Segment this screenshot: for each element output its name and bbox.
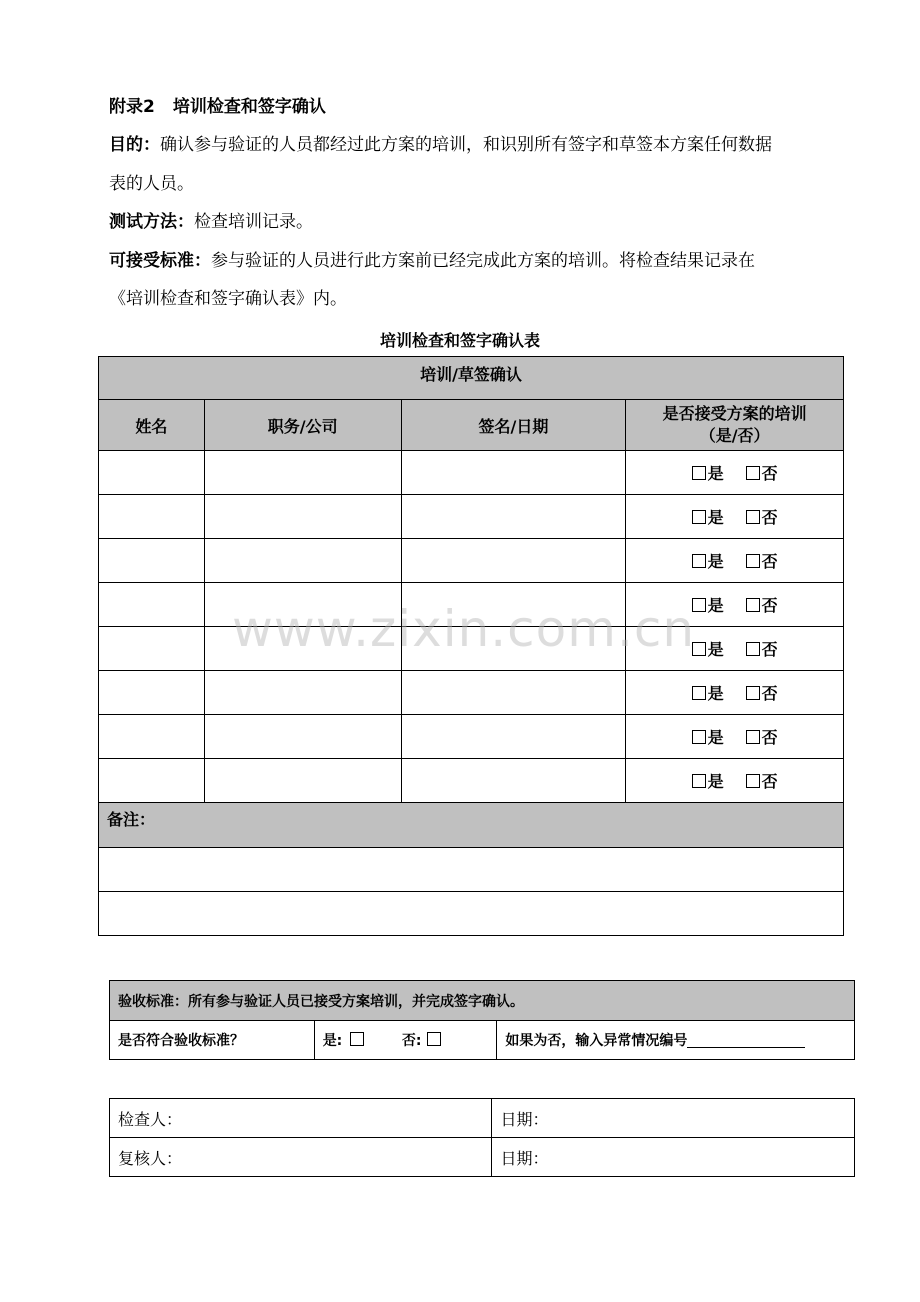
acceptance-no-label: 否: xyxy=(401,1033,422,1049)
purpose-line-1 xyxy=(109,135,772,155)
acceptance-no-checkbox[interactable] xyxy=(427,1032,441,1046)
col-trained-header xyxy=(626,400,844,451)
position-cell[interactable] xyxy=(204,759,401,803)
yes-label: 是 xyxy=(707,508,724,527)
yes-checkbox[interactable] xyxy=(692,510,706,524)
appendix-title: 培训检查和签字确认 xyxy=(172,97,326,117)
reviewer-date-field[interactable]: 日期： xyxy=(492,1138,855,1177)
purpose-label: 目的： xyxy=(109,135,160,155)
position-cell[interactable] xyxy=(204,715,401,759)
name-cell[interactable] xyxy=(99,627,205,671)
yes-checkbox[interactable] xyxy=(692,598,706,612)
test-method-text: 检查培训记录。 xyxy=(194,212,313,232)
acceptance-question: 是否符合验收标准？ xyxy=(110,1021,315,1060)
trained-choice-cell xyxy=(626,671,844,715)
watermark-text: www.zixin.com.cn xyxy=(232,600,696,658)
trained-choice-cell xyxy=(626,759,844,803)
signature-cell[interactable] xyxy=(401,715,626,759)
acceptance-yes-label: 是: xyxy=(322,1033,343,1049)
name-cell[interactable] xyxy=(99,715,205,759)
remark-line-2[interactable] xyxy=(99,892,844,936)
position-cell[interactable] xyxy=(204,671,401,715)
no-label: 否 xyxy=(761,640,778,659)
col-trained-header-line2: （是/否） xyxy=(699,426,770,445)
appendix-heading xyxy=(109,97,326,117)
acceptance-table xyxy=(109,980,855,1060)
criteria-line-2: 《培训检查和签字确认表》内。 xyxy=(109,289,347,309)
section-header: 培训/草签确认 xyxy=(99,357,844,400)
no-label: 否 xyxy=(761,508,778,527)
test-method xyxy=(109,212,313,232)
acceptance-exception xyxy=(497,1021,855,1060)
yes-label: 是 xyxy=(707,596,724,615)
table-row xyxy=(99,715,844,759)
yes-label: 是 xyxy=(707,552,724,571)
signature-cell[interactable] xyxy=(401,627,626,671)
no-checkbox[interactable] xyxy=(746,554,760,568)
table-row xyxy=(99,539,844,583)
table-row xyxy=(99,451,844,495)
position-cell[interactable] xyxy=(204,495,401,539)
signature-cell[interactable] xyxy=(401,539,626,583)
no-checkbox[interactable] xyxy=(746,598,760,612)
form-rows xyxy=(99,451,844,803)
acceptance-choice xyxy=(314,1021,497,1060)
no-checkbox[interactable] xyxy=(746,466,760,480)
criteria-text-1: 参与验证的人员进行此方案前已经完成此方案的培训。将检查结果记录在 xyxy=(211,251,755,271)
form-title: 培训检查和签字确认表 xyxy=(379,331,540,350)
no-checkbox[interactable] xyxy=(746,686,760,700)
no-label: 否 xyxy=(761,596,778,615)
trained-choice-cell xyxy=(626,451,844,495)
signoff-table xyxy=(109,1098,855,1177)
reviewer-field[interactable]: 复核人： xyxy=(110,1138,492,1177)
acceptance-yes-checkbox[interactable] xyxy=(350,1032,364,1046)
yes-label: 是 xyxy=(707,684,724,703)
position-cell[interactable] xyxy=(204,539,401,583)
table-row xyxy=(99,671,844,715)
yes-checkbox[interactable] xyxy=(692,466,706,480)
name-cell[interactable] xyxy=(99,671,205,715)
yes-checkbox[interactable] xyxy=(692,642,706,656)
no-checkbox[interactable] xyxy=(746,730,760,744)
exception-label: 如果为否，输入异常情况编号 xyxy=(505,1033,688,1049)
trained-choice-cell xyxy=(626,627,844,671)
trained-choice-cell xyxy=(626,539,844,583)
col-name-header: 姓名 xyxy=(99,400,205,451)
position-cell[interactable] xyxy=(204,451,401,495)
no-label: 否 xyxy=(761,464,778,483)
exception-number-field[interactable] xyxy=(687,1033,805,1048)
training-form-table xyxy=(98,356,844,936)
yes-checkbox[interactable] xyxy=(692,730,706,744)
no-label: 否 xyxy=(761,728,778,747)
name-cell[interactable] xyxy=(99,759,205,803)
table-row xyxy=(99,627,844,671)
signature-cell[interactable] xyxy=(401,583,626,627)
inspector-date-field[interactable]: 日期： xyxy=(492,1099,855,1138)
criteria-line-1 xyxy=(109,251,755,271)
criteria-label: 可接受标准： xyxy=(109,251,211,271)
yes-checkbox[interactable] xyxy=(692,554,706,568)
trained-choice-cell xyxy=(626,495,844,539)
table-row xyxy=(99,583,844,627)
no-checkbox[interactable] xyxy=(746,510,760,524)
remark-label: 备注： xyxy=(99,803,844,848)
name-cell[interactable] xyxy=(99,583,205,627)
table-row xyxy=(99,495,844,539)
position-cell[interactable] xyxy=(204,627,401,671)
table-row xyxy=(99,759,844,803)
trained-choice-cell xyxy=(626,583,844,627)
col-signature-header: 签名/日期 xyxy=(401,400,626,451)
position-cell[interactable] xyxy=(204,583,401,627)
yes-label: 是 xyxy=(707,728,724,747)
signature-cell[interactable] xyxy=(401,671,626,715)
inspector-field[interactable]: 检查人： xyxy=(110,1099,492,1138)
name-cell[interactable] xyxy=(99,539,205,583)
purpose-line-2: 表的人员。 xyxy=(109,174,194,194)
col-trained-header-line1: 是否接受方案的培训 xyxy=(662,404,807,423)
no-label: 否 xyxy=(761,772,778,791)
yes-label: 是 xyxy=(707,464,724,483)
no-label: 否 xyxy=(761,684,778,703)
test-method-label: 测试方法： xyxy=(109,212,194,232)
col-position-header: 职务/公司 xyxy=(204,400,401,451)
name-cell[interactable] xyxy=(99,451,205,495)
signature-cell[interactable] xyxy=(401,451,626,495)
remark-line-1[interactable] xyxy=(99,848,844,892)
trained-choice-cell xyxy=(626,715,844,759)
purpose-text-1: 确认参与验证的人员都经过此方案的培训，和识别所有签字和草签本方案任何数据 xyxy=(160,135,772,155)
yes-label: 是 xyxy=(707,772,724,791)
no-checkbox[interactable] xyxy=(746,774,760,788)
acceptance-standard: 验收标准：所有参与验证人员已接受方案培训，并完成签字确认。 xyxy=(110,981,855,1021)
appendix-label: 附录2 xyxy=(109,97,155,117)
name-cell[interactable] xyxy=(99,495,205,539)
no-checkbox[interactable] xyxy=(746,642,760,656)
yes-checkbox[interactable] xyxy=(692,774,706,788)
no-label: 否 xyxy=(761,552,778,571)
signature-cell[interactable] xyxy=(401,759,626,803)
yes-label: 是 xyxy=(707,640,724,659)
signature-cell[interactable] xyxy=(401,495,626,539)
yes-checkbox[interactable] xyxy=(692,686,706,700)
